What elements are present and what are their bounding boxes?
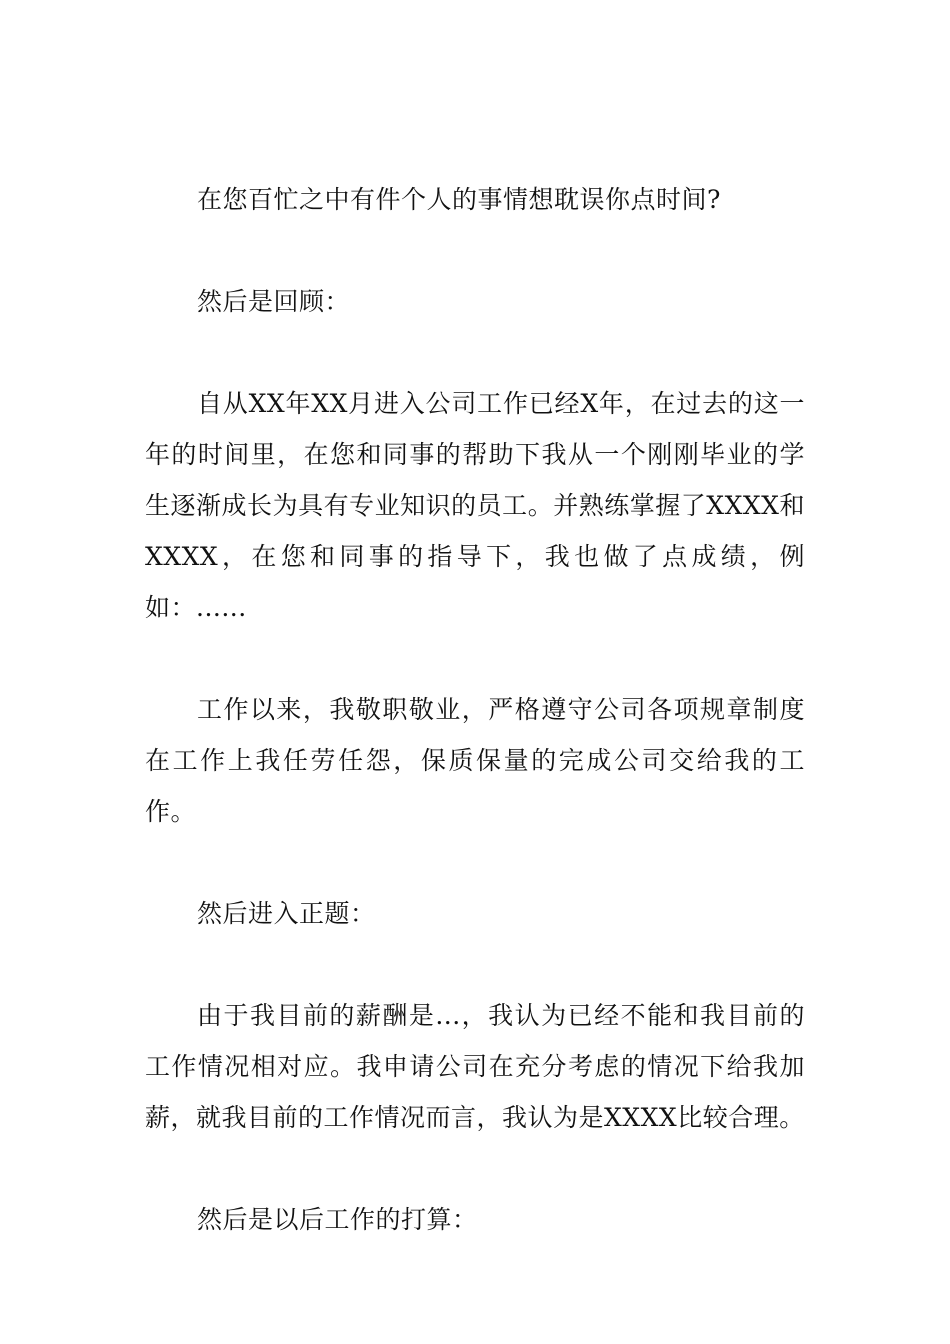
document-body <box>145 174 805 1296</box>
paragraph-opening: 在您百忙之中有件个人的事情想耽误你点时间? <box>197 185 721 214</box>
paragraph-main-topic-heading: 然后进入正题： <box>197 899 376 928</box>
paragraph-work-history: 自从XX年XX月进入公司工作已经X年，在过去的这一年的时间里，在您和同事的帮助下我从一个刚刚毕业的学生逐渐成长为具有专业知识的员工。并熟练掌握了XXXX和XXXX，在您和同事的指导下，我也做了点成绩，例如：...... <box>145 389 805 622</box>
paragraph-salary-request: 由于我目前的薪酬是...，我认为已经不能和我目前的工作情况相对应。我申请公司在充分考虑的情况下给我加薪，就我目前的工作情况而言，我认为是XXXX比较合理。 <box>145 1001 805 1132</box>
paragraph-future-plans-heading: 然后是以后工作的打算： <box>197 1205 478 1234</box>
paragraph-work-attitude: 工作以来，我敬职敬业，严格遵守公司各项规章制度在工作上我任劳任怨，保质保量的完成公司交给我的工作。 <box>145 695 805 826</box>
paragraph-review-heading: 然后是回顾： <box>197 287 351 316</box>
